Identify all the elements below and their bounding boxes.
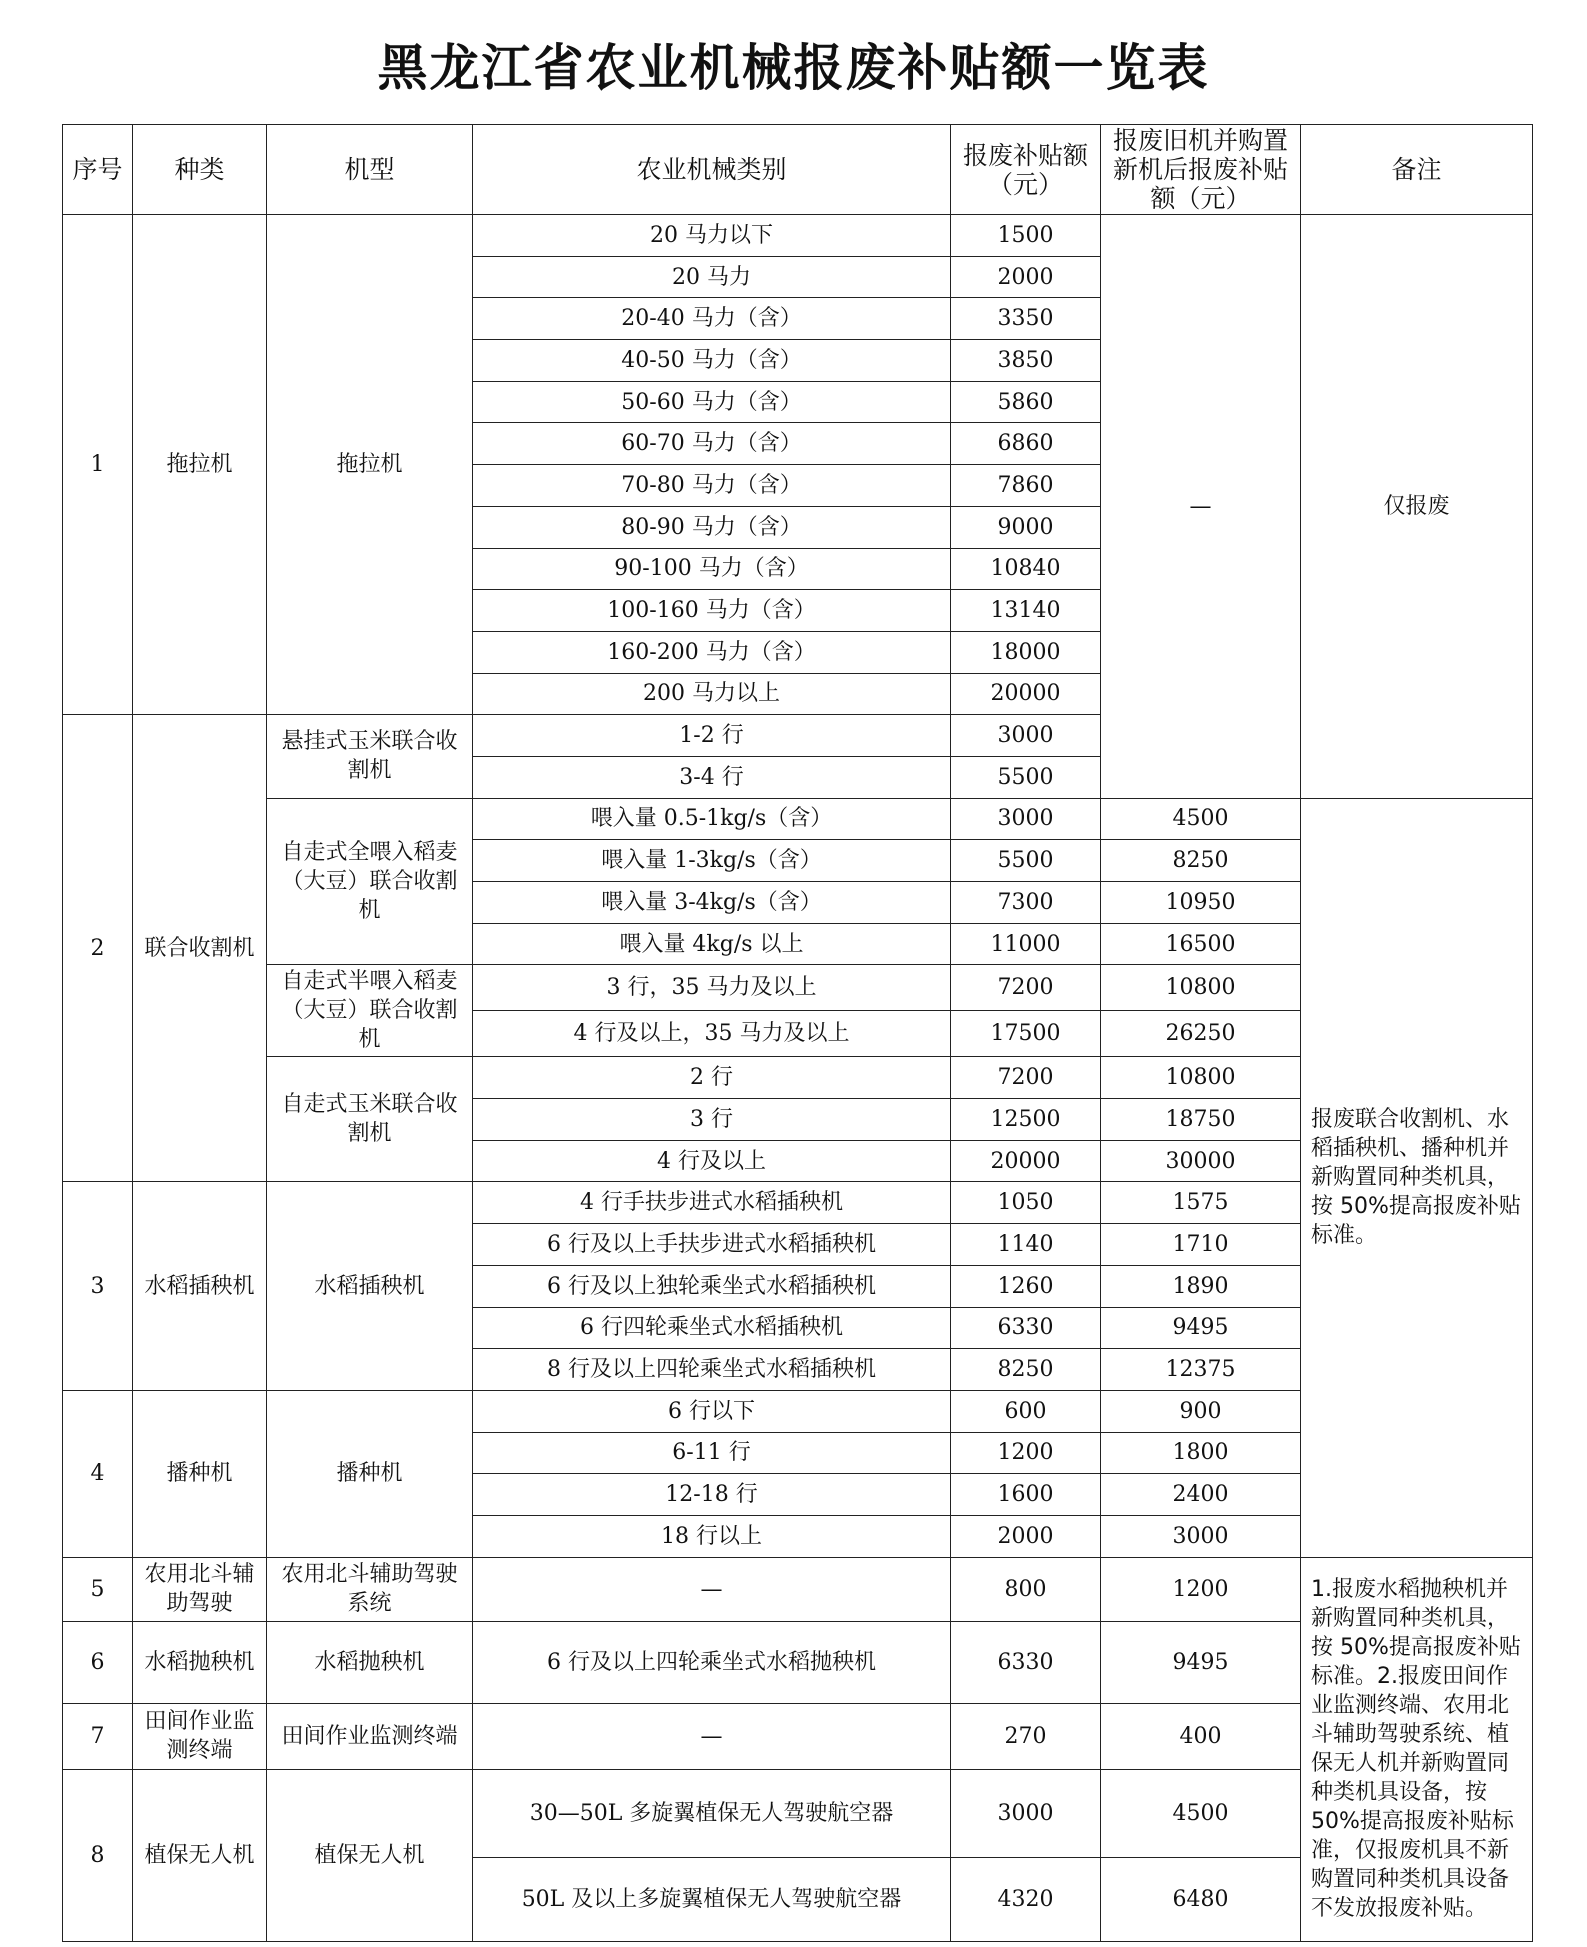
category-cell: 2 行: [473, 1057, 951, 1099]
subsidy-cell: 3000: [951, 715, 1101, 757]
category-cell: 80-90 马力（含）: [473, 506, 951, 548]
subsidy-new-cell: 1575: [1101, 1182, 1301, 1224]
category-cell: 200 马力以上: [473, 673, 951, 715]
subsidy-new-cell: 900: [1101, 1390, 1301, 1432]
kind-cell: 播种机: [133, 1390, 267, 1557]
kind-cell: 农用北斗辅助驾驶: [133, 1557, 267, 1621]
category-cell: 4 行及以上: [473, 1140, 951, 1182]
seq-cell: 1: [63, 215, 133, 715]
category-cell: 6-11 行: [473, 1432, 951, 1474]
kind-cell: 联合收割机: [133, 715, 267, 1182]
subsidy-cell: 20000: [951, 1140, 1101, 1182]
subsidy-cell: 600: [951, 1390, 1101, 1432]
category-cell: —: [473, 1703, 951, 1769]
subsidy-new-cell: 9495: [1101, 1621, 1301, 1703]
subsidy-cell: 7300: [951, 882, 1101, 924]
subsidy-cell: 3000: [951, 1769, 1101, 1857]
category-cell: 4 行及以上，35 马力及以上: [473, 1011, 951, 1057]
header-remark: 备注: [1301, 125, 1533, 215]
subsidy-new-cell: 16500: [1101, 923, 1301, 965]
model-cell: 自走式半喂入稻麦（大豆）联合收割机: [267, 965, 473, 1057]
category-cell: 50-60 马力（含）: [473, 381, 951, 423]
model-cell: 自走式全喂入稻麦（大豆）联合收割机: [267, 798, 473, 965]
category-cell: 6 行及以上独轮乘坐式水稻插秧机: [473, 1265, 951, 1307]
category-cell: 6 行以下: [473, 1390, 951, 1432]
category-cell: 40-50 马力（含）: [473, 340, 951, 382]
category-cell: 3 行: [473, 1099, 951, 1141]
category-cell: 30—50L 多旋翼植保无人驾驶航空器: [473, 1769, 951, 1857]
category-cell: 1-2 行: [473, 715, 951, 757]
subsidy-new-cell: 1800: [1101, 1432, 1301, 1474]
subsidy-cell: 1140: [951, 1224, 1101, 1266]
category-cell: 70-80 马力（含）: [473, 465, 951, 507]
category-cell: 6 行及以上四轮乘坐式水稻抛秧机: [473, 1621, 951, 1703]
subsidy-new-cell: 1710: [1101, 1224, 1301, 1266]
seq-cell: 4: [63, 1390, 133, 1557]
kind-cell: 植保无人机: [133, 1769, 267, 1941]
seq-cell: 2: [63, 715, 133, 1182]
subsidy-cell: 1200: [951, 1432, 1101, 1474]
category-cell: 6 行及以上手扶步进式水稻插秧机: [473, 1224, 951, 1266]
header-seq: 序号: [63, 125, 133, 215]
model-cell: 自走式玉米联合收割机: [267, 1057, 473, 1182]
category-cell: —: [473, 1557, 951, 1621]
subsidy-cell: 6330: [951, 1621, 1101, 1703]
category-cell: 20 马力: [473, 256, 951, 298]
subsidy-cell: 1260: [951, 1265, 1101, 1307]
page-title: 黑龙江省农业机械报废补贴额一览表: [377, 38, 1210, 97]
category-cell: 喂入量 0.5-1kg/s（含）: [473, 798, 951, 840]
model-cell: 水稻插秧机: [267, 1182, 473, 1390]
subsidy-cell: 3350: [951, 298, 1101, 340]
subsidy-cell: 1050: [951, 1182, 1101, 1224]
subsidy-new-cell: 3000: [1101, 1515, 1301, 1557]
model-cell: 拖拉机: [267, 215, 473, 715]
category-cell: 喂入量 4kg/s 以上: [473, 923, 951, 965]
table-row: [63, 215, 1533, 257]
kind-cell: 水稻插秧机: [133, 1182, 267, 1390]
category-cell: 20 马力以下: [473, 215, 951, 257]
category-cell: 3 行，35 马力及以上: [473, 965, 951, 1011]
model-cell: 悬挂式玉米联合收割机: [267, 715, 473, 798]
subsidy-new-cell: 1890: [1101, 1265, 1301, 1307]
table-row: [63, 1557, 1533, 1621]
subsidy-cell: 800: [951, 1557, 1101, 1621]
subsidy-cell: 10840: [951, 548, 1101, 590]
seq-cell: 8: [63, 1769, 133, 1941]
subsidy-new-cell: 30000: [1101, 1140, 1301, 1182]
subsidy-new-cell: 4500: [1101, 1769, 1301, 1857]
remark-cell: 报废联合收割机、水稻插秧机、播种机并新购置同种类机具，按 50%提高报废补贴标准。: [1301, 798, 1533, 1557]
subsidy-new-cell: 9495: [1101, 1307, 1301, 1349]
subsidy-cell: 5500: [951, 756, 1101, 798]
remark-cell: 仅报废: [1301, 215, 1533, 799]
category-cell: 喂入量 3-4kg/s（含）: [473, 882, 951, 924]
subsidy-cell: 5500: [951, 840, 1101, 882]
category-cell: 160-200 马力（含）: [473, 631, 951, 673]
subsidy-cell: 1500: [951, 215, 1101, 257]
subsidy-cell: 4320: [951, 1857, 1101, 1941]
table-header-row: [63, 125, 1533, 215]
subsidy-cell: 20000: [951, 673, 1101, 715]
kind-cell: 田间作业监测终端: [133, 1703, 267, 1769]
subsidy-cell: 8250: [951, 1349, 1101, 1391]
seq-cell: 6: [63, 1621, 133, 1703]
category-cell: 12-18 行: [473, 1474, 951, 1516]
kind-cell: 水稻抛秧机: [133, 1621, 267, 1703]
category-cell: 60-70 马力（含）: [473, 423, 951, 465]
subsidy-new-cell: 6480: [1101, 1857, 1301, 1941]
subsidy-cell: 7200: [951, 965, 1101, 1011]
model-cell: 农用北斗辅助驾驶系统: [267, 1557, 473, 1621]
subsidy-table: [62, 124, 1533, 1942]
category-cell: 6 行四轮乘坐式水稻插秧机: [473, 1307, 951, 1349]
seq-cell: 3: [63, 1182, 133, 1390]
subsidy-cell: 6860: [951, 423, 1101, 465]
seq-cell: 5: [63, 1557, 133, 1621]
category-cell: 20-40 马力（含）: [473, 298, 951, 340]
category-cell: 4 行手扶步进式水稻插秧机: [473, 1182, 951, 1224]
model-cell: 田间作业监测终端: [267, 1703, 473, 1769]
header-kind: 种类: [133, 125, 267, 215]
subsidy-cell: 11000: [951, 923, 1101, 965]
subsidy-cell: 2000: [951, 1515, 1101, 1557]
subsidy-cell: 5860: [951, 381, 1101, 423]
subsidy-new-cell: 8250: [1101, 840, 1301, 882]
subsidy-cell: 17500: [951, 1011, 1101, 1057]
subsidy-new-cell: 10800: [1101, 1057, 1301, 1099]
category-cell: 3-4 行: [473, 756, 951, 798]
category-cell: 8 行及以上四轮乘坐式水稻插秧机: [473, 1349, 951, 1391]
subsidy-new-cell: —: [1101, 215, 1301, 799]
subsidy-cell: 12500: [951, 1099, 1101, 1141]
model-cell: 播种机: [267, 1390, 473, 1557]
subsidy-cell: 13140: [951, 590, 1101, 632]
model-cell: 水稻抛秧机: [267, 1621, 473, 1703]
seq-cell: 7: [63, 1703, 133, 1769]
subsidy-cell: 7200: [951, 1057, 1101, 1099]
category-cell: 喂入量 1-3kg/s（含）: [473, 840, 951, 882]
remark-cell: 1.报废水稻抛秧机并新购置同种类机具，按 50%提高报废补贴标准。2.报废田间作业监测终端、农用北斗辅助驾驶系统、植保无人机并新购置同种类机具设备，按 50%提高报废补贴标准，仅报废机具不新购置同种类机具设备不发放报废补贴。: [1301, 1557, 1533, 1941]
header-subsidy: 报废补贴额（元）: [951, 125, 1101, 215]
subsidy-new-cell: 400: [1101, 1703, 1301, 1769]
kind-cell: 拖拉机: [133, 215, 267, 715]
subsidy-cell: 6330: [951, 1307, 1101, 1349]
subsidy-cell: 1600: [951, 1474, 1101, 1516]
subsidy-cell: 7860: [951, 465, 1101, 507]
header-subsidy-new: 报废旧机并购置新机后报废补贴额（元）: [1101, 125, 1301, 215]
category-cell: 18 行以上: [473, 1515, 951, 1557]
subsidy-new-cell: 18750: [1101, 1099, 1301, 1141]
subsidy-cell: 270: [951, 1703, 1101, 1769]
subsidy-cell: 2000: [951, 256, 1101, 298]
table-row: [63, 798, 1533, 840]
subsidy-new-cell: 4500: [1101, 798, 1301, 840]
subsidy-cell: 9000: [951, 506, 1101, 548]
subsidy-new-cell: 12375: [1101, 1349, 1301, 1391]
subsidy-new-cell: 26250: [1101, 1011, 1301, 1057]
subsidy-cell: 18000: [951, 631, 1101, 673]
subsidy-new-cell: 1200: [1101, 1557, 1301, 1621]
category-cell: 50L 及以上多旋翼植保无人驾驶航空器: [473, 1857, 951, 1941]
subsidy-new-cell: 10950: [1101, 882, 1301, 924]
subsidy-cell: 3000: [951, 798, 1101, 840]
subsidy-new-cell: 2400: [1101, 1474, 1301, 1516]
category-cell: 90-100 马力（含）: [473, 548, 951, 590]
category-cell: 100-160 马力（含）: [473, 590, 951, 632]
subsidy-cell: 3850: [951, 340, 1101, 382]
model-cell: 植保无人机: [267, 1769, 473, 1941]
header-category: 农业机械类别: [473, 125, 951, 215]
header-model: 机型: [267, 125, 473, 215]
subsidy-new-cell: 10800: [1101, 965, 1301, 1011]
